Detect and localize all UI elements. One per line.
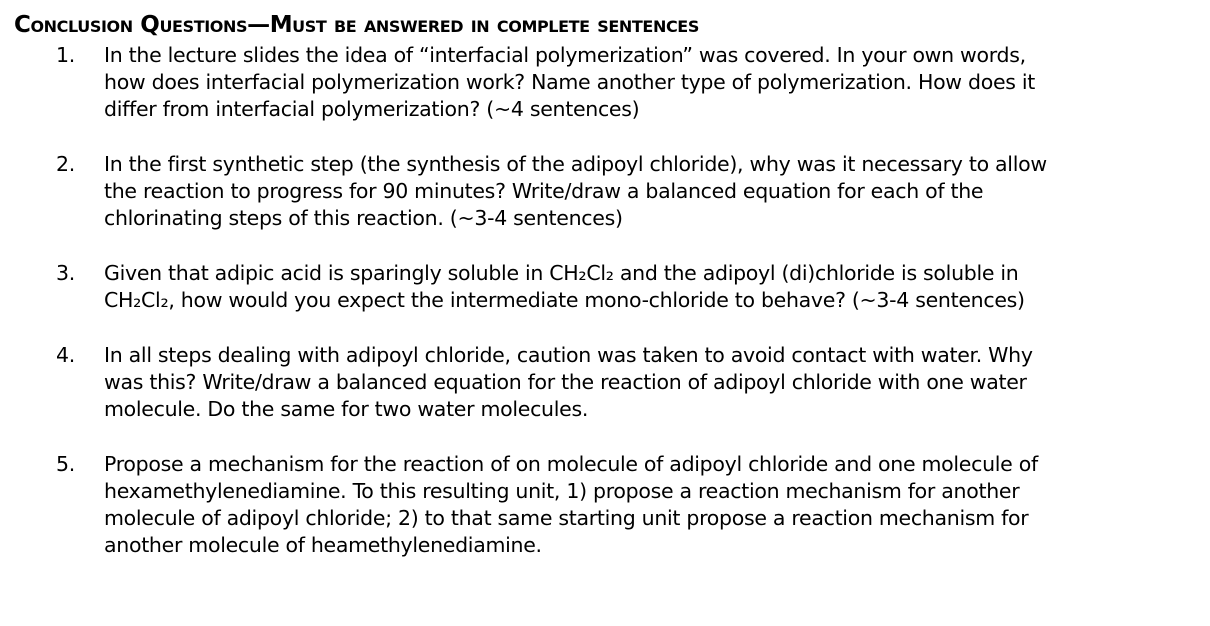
question-list [56, 42, 1196, 587]
question-text: In all steps dealing with adipoyl chloride, caution was taken to avoid contact with water. Why was this? Write/draw a balanced equation for the reaction of adipoyl chloride with one water molecule. Do the same for two water molecules. [104, 343, 1033, 421]
question-number: 4. [56, 343, 75, 367]
question-item [56, 42, 1196, 123]
question-number: 2. [56, 152, 75, 176]
question-item [56, 260, 1196, 314]
question-text: Propose a mechanism for the reaction of on molecule of adipoyl chloride and one molecule of hexamethylenediamine. To this resulting unit, 1) propose a reaction mechanism for another molecule of adipoyl chloride; 2) to that same starting unit propose a reaction mechanism for another molecule of heamethylenediamine. [104, 452, 1038, 557]
question-text: Given that adipic acid is sparingly soluble in CH₂Cl₂ and the adipoyl (di)chloride is soluble in CH₂Cl₂, how would you expect the intermediate mono-chloride to behave? (~3-4 sentences) [104, 261, 1025, 312]
page-heading: Conclusion Questions—Must be answered in complete sentences [14, 12, 699, 38]
question-text: In the first synthetic step (the synthesis of the adipoyl chloride), why was it necessary to allow the reaction to progress for 90 minutes? Write/draw a balanced equation for each of the chlorinating steps of this reaction. (~3-4 sentences) [104, 152, 1047, 230]
question-number: 3. [56, 261, 75, 285]
question-text: In the lecture slides the idea of “interfacial polymerization” was covered. In your own words, how does interfacial polymerization work? Name another type of polymerization. How does it differ from interfacial polymerization? (~4 sentences) [104, 43, 1035, 121]
question-item [56, 342, 1196, 423]
question-number: 5. [56, 452, 75, 476]
question-item [56, 151, 1196, 232]
question-number: 1. [56, 43, 75, 67]
question-item [56, 451, 1196, 559]
